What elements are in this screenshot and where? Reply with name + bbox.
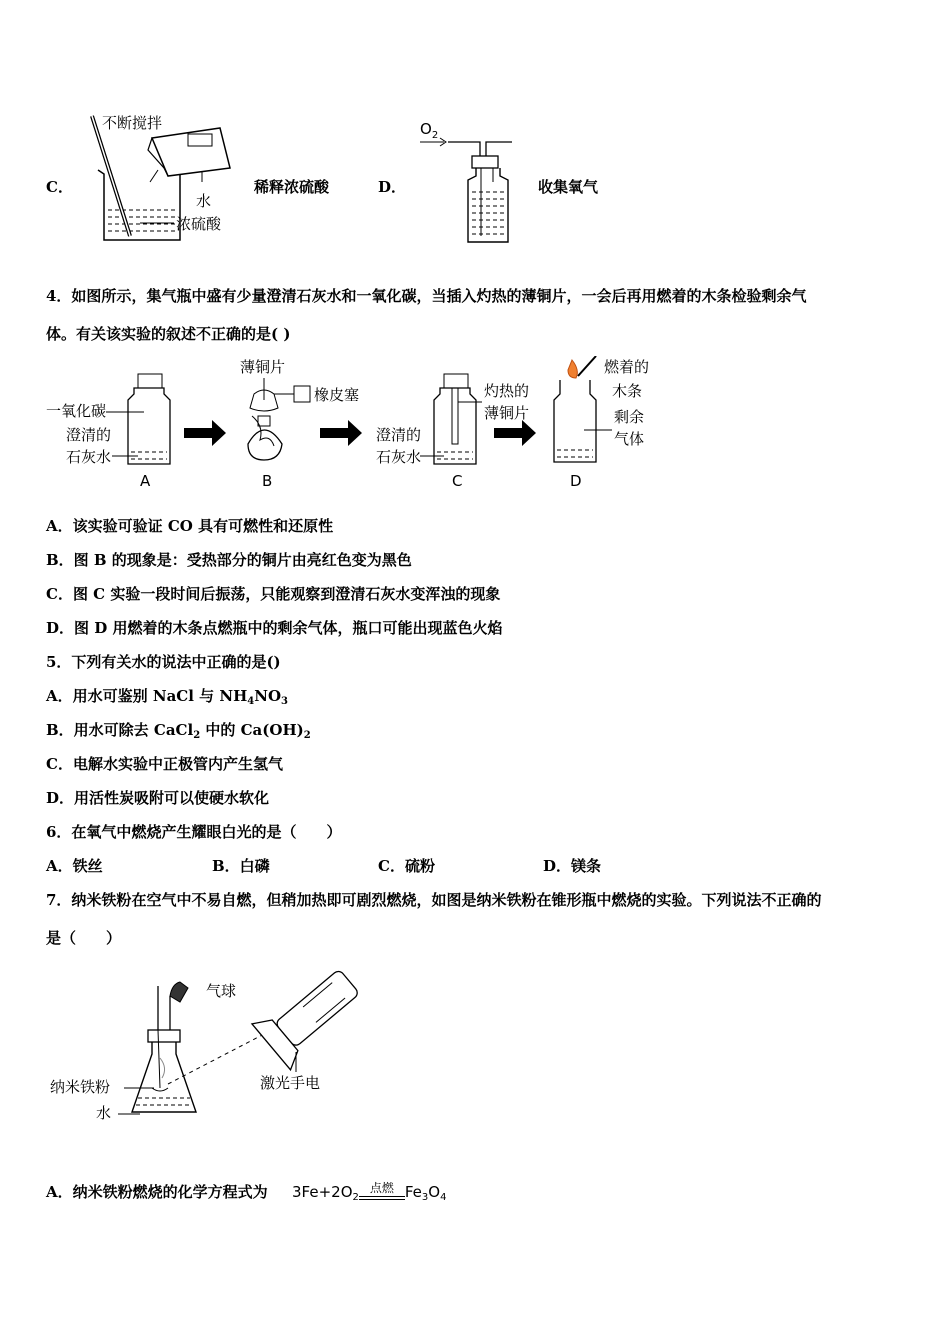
water-label-q7: 水 <box>96 1104 112 1122</box>
equation-condition: 点燃 <box>369 1181 394 1195</box>
option-d-text: 收集氧气 <box>538 178 599 196</box>
flashlight <box>252 966 369 1070</box>
q7-stem-line2: 是（ ） <box>46 929 122 947</box>
q4-stem-line1: 4．如图所示，集气瓶中盛有少量澄清石灰水和一氧化碳，当插入灼热的薄铜片，一会后再用燃着的木条检验剩余气 <box>46 287 807 305</box>
a-label-clear: 澄清的 <box>66 426 112 444</box>
q6-option-a: A．铁丝 <box>46 857 103 875</box>
torch-label: 激光手电 <box>260 1074 321 1092</box>
c-label-limewater: 石灰水 <box>376 448 422 466</box>
b-label-stopper: 橡皮塞 <box>314 386 360 404</box>
option-d-letter: D． <box>378 178 407 196</box>
nano-iron-figure <box>48 966 388 1130</box>
c-label-copper: 薄铜片 <box>484 404 530 422</box>
q5-option-d: D．用活性炭吸附可以使硬水软化 <box>46 789 270 807</box>
dilute-acid-figure <box>90 110 250 250</box>
q6-option-d: D．镁条 <box>543 857 602 875</box>
balloon-label: 气球 <box>206 982 237 1000</box>
bottle-a <box>128 374 170 464</box>
q4-option-c: C．图 C 实验一段时间后振荡，只能观察到澄清石灰水变浑浊的现象 <box>46 585 501 603</box>
label-c: C <box>452 472 463 490</box>
q5-option-c: C．电解水实验中正极管内产生氢气 <box>46 755 283 773</box>
q7-stem-line1: 7．纳米铁粉在空气中不易自燃，但稍加热即可剧烈燃烧，如图是纳米铁粉在锥形瓶中燃烧的实验。下列说法不正确的 <box>46 891 822 909</box>
q5-option-b: B．用水可除去 CaCl$_2$ 中的 $Ca(OH)_2$ <box>46 721 311 741</box>
q4-option-a: A．该实验可验证 CO 具有可燃性和还原性 <box>46 517 334 535</box>
q7-equation: $3Fe+2O_2$ 点燃 $Fe_3O_4$ <box>292 1181 447 1203</box>
o2-label: $O_2$ <box>420 120 439 141</box>
c-label-clear: 澄清的 <box>376 426 422 444</box>
option-c-letter: C． <box>46 178 73 196</box>
q4-option-d: D．图 D 用燃着的木条点燃瓶中的剩余气体，瓶口可能出现蓝色火焰 <box>46 619 503 637</box>
q6-option-c: C．硫粉 <box>378 857 435 875</box>
bottle-c <box>434 374 476 464</box>
co-experiment-figure <box>44 356 684 496</box>
bottle-d <box>554 356 596 462</box>
water-label: 水 <box>196 192 212 210</box>
d-label-burning: 燃着的 <box>604 358 650 376</box>
q6-option-b: B．白磷 <box>212 857 270 875</box>
q5-option-a: A．用水可鉴别 NaCl 与 $NH_4NO_3$ <box>46 687 288 707</box>
q4-stem-line2: 体。有关该实验的叙述不正确的是( ) <box>46 325 291 343</box>
collect-oxygen-figure <box>418 118 518 246</box>
d-label-gas: 气体 <box>614 430 645 448</box>
stir-label: 不断搅拌 <box>102 114 163 132</box>
c-label-hot: 灼热的 <box>484 382 530 400</box>
q5-stem: 5．下列有关水的说法中正确的是() <box>46 653 281 671</box>
label-d: D <box>570 472 582 490</box>
equation-arrow <box>359 1196 405 1200</box>
d-label-remaining: 剩余 <box>614 408 645 426</box>
b-label-copper: 薄铜片 <box>240 358 286 376</box>
q6-stem: 6．在氧气中燃烧产生耀眼白光的是（ ） <box>46 823 342 841</box>
q4-option-b: B．图 B 的现象是：受热部分的铜片由亮红色变为黑色 <box>46 551 412 569</box>
label-a: A <box>140 472 151 490</box>
a-label-limewater: 石灰水 <box>66 448 112 466</box>
powder-label: 纳米铁粉 <box>50 1078 111 1096</box>
acid-label: 浓硫酸 <box>176 215 222 233</box>
d-label-stick: 木条 <box>612 382 643 400</box>
a-label-co: 一氧化碳 <box>46 402 107 420</box>
q7-option-a: A．纳米铁粉燃烧的化学方程式为 <box>46 1183 268 1201</box>
label-b: B <box>262 472 273 490</box>
option-c-text: 稀释浓硫酸 <box>254 178 330 196</box>
